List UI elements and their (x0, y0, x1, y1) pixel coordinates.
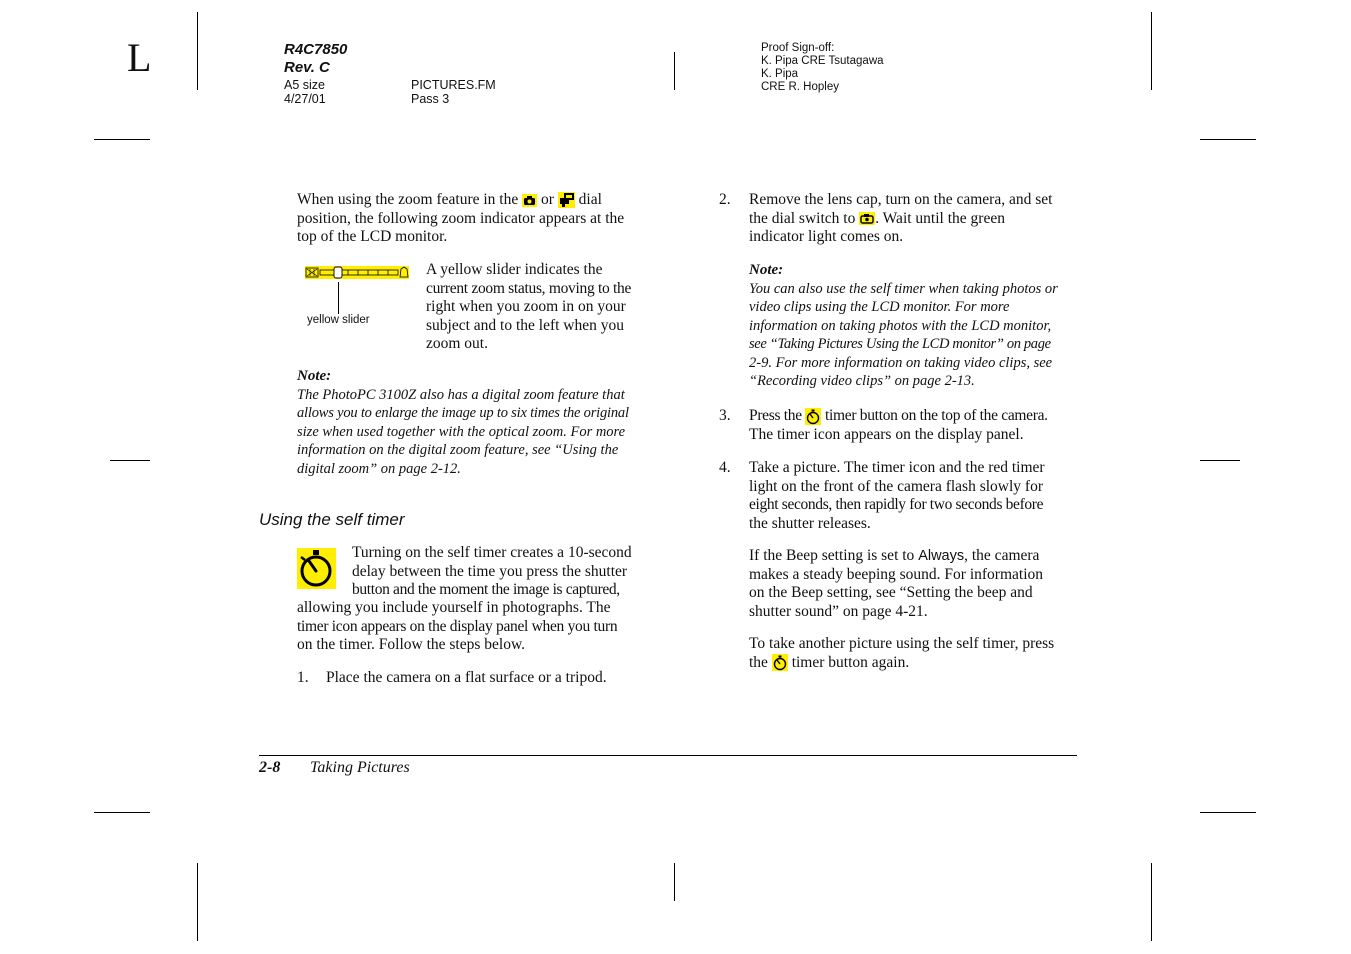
step-number: 3. (719, 407, 731, 424)
crop-mark (110, 460, 150, 461)
text-line: eight seconds, then rapidly for two seconds before (749, 496, 1044, 513)
crop-mark (94, 139, 150, 140)
text-line: allows you to enlarge the image up to six times the original (297, 405, 629, 421)
step-text (749, 407, 1094, 444)
side-letter: L (127, 35, 152, 80)
crop-mark (674, 52, 675, 90)
crop-mark (1200, 139, 1256, 140)
text-line: on the timer. Follow the steps below. (297, 636, 526, 653)
setting-value: Always (918, 548, 965, 564)
text-line: The PhotoPC 3100Z also has a digital zoom feature that (297, 386, 625, 403)
text-line: shutter sound” on page 4-21. (749, 602, 928, 620)
text-line: allowing you include yourself in photographs. The (297, 599, 611, 616)
text-line: on the Beep setting, see “Setting the beep and (749, 584, 1033, 601)
text-line: The timer icon appears on the display panel. (749, 425, 1024, 443)
text-line: A yellow slider indicates the (426, 261, 603, 278)
proof-line: K. Pipa CRE Tsutagawa (761, 55, 884, 67)
crop-mark (1151, 863, 1152, 941)
note-title: Note: (297, 368, 332, 384)
text-line: Take a picture. The timer icon and the red timer (749, 459, 1045, 476)
text-line: button and the moment the image is captured, (352, 581, 620, 598)
step-number: 1. (297, 669, 309, 686)
page-size: A5 size (284, 78, 325, 92)
beep-paragraph (749, 547, 1094, 621)
text-line: current zoom status, moving to the (426, 279, 632, 297)
camera-mode-icon (859, 212, 875, 225)
crop-mark (1200, 812, 1256, 813)
proof-line: CRE R. Hopley (761, 81, 839, 93)
file-name: PICTURES.FM (411, 78, 496, 92)
text-line: information on taking photos with the LCD monitor, (749, 317, 1052, 334)
text-line: Press the timer button on the top of the camera. (749, 407, 1048, 424)
text-line: zoom out. (426, 335, 488, 352)
text-line: the shutter releases. (749, 514, 871, 532)
text-line: top of the LCD monitor. (297, 228, 448, 245)
model-code: R4C7850 (284, 41, 348, 58)
text-line: “Recording video clips” on page 2-13. (749, 373, 975, 389)
text-line: delay between the time you press the shutter (352, 562, 628, 580)
slider-leader-line (338, 282, 339, 314)
again-paragraph (749, 635, 1094, 672)
footer-rule (259, 755, 1077, 756)
text-line: indicator light comes on. (749, 228, 904, 245)
text-line: video clips using the LCD monitor. For more (749, 299, 1010, 315)
pass: Pass 3 (411, 92, 450, 106)
text-line: subject and to the left when you (426, 316, 625, 334)
text-line: light on the front of the camera flash slowly for (749, 477, 1043, 495)
proof-line: Proof Sign-off: (761, 42, 835, 54)
self-timer-icon (805, 408, 821, 425)
slider-description (426, 261, 661, 354)
zoom-intro (297, 191, 657, 247)
text-line: digital zoom” on page 2-12. (297, 460, 461, 477)
step-text (749, 191, 1089, 247)
text-line: Turning on the self timer creates a 10-second (352, 544, 632, 561)
crop-mark (94, 812, 150, 813)
camera-mode-icon (522, 194, 537, 207)
text-line: You can also use the self timer when taking photos or (749, 280, 1058, 297)
text-line: information on the digital zoom feature, see “Using the (297, 442, 619, 458)
timer-intro-short (352, 544, 662, 600)
date: 4/27/01 (284, 92, 326, 106)
chapter-title: Taking Pictures (310, 759, 410, 776)
section-heading: Using the self timer (259, 510, 405, 529)
text-line: 2-9. For more information on taking video clips, see (749, 354, 1053, 371)
text-line: If the Beep setting is set to Always, the camera (749, 547, 1040, 564)
crop-mark (197, 12, 198, 90)
step-text (749, 459, 1094, 533)
self-timer-icon (297, 548, 336, 589)
text-line: size when used together with the optical zoom. For more (297, 423, 626, 440)
text-line: the timer button again. (749, 653, 910, 671)
step-number: 4. (719, 459, 731, 476)
text-line: position, the following zoom indicator appears at the (297, 209, 625, 227)
text-line: To take another picture using the self timer, press (749, 635, 1055, 652)
text-line: right when you zoom in on your (426, 298, 626, 315)
text-line: timer icon appears on the display panel when you turn (297, 617, 618, 635)
text-line: makes a steady beeping sound. For information (749, 565, 1044, 583)
text-line: When using the zoom feature in the or dial (297, 191, 602, 208)
slider-label: yellow slider (307, 314, 370, 326)
text-line: the dial switch to . Wait until the green (749, 209, 1005, 227)
crop-mark (674, 863, 675, 901)
note-title: Note: (749, 262, 784, 278)
text-line: see “Taking Pictures Using the LCD monitor” on page (749, 336, 1051, 352)
revision: Rev. C (284, 59, 330, 76)
self-timer-icon (772, 654, 788, 671)
crop-mark (1200, 460, 1240, 461)
step-number: 2. (719, 191, 731, 208)
page-number: 2-8 (259, 759, 281, 776)
crop-mark (197, 863, 198, 941)
note-lcd (749, 261, 1094, 391)
crop-mark (1151, 12, 1152, 90)
proof-signoff (761, 42, 884, 94)
note-digital-zoom (297, 367, 662, 478)
step-text: Place the camera on a flat surface or a tripod. (326, 669, 607, 686)
proof-line: K. Pipa (761, 68, 799, 80)
timer-intro-full (297, 599, 662, 655)
lcd-monitor-mode-icon (558, 192, 575, 208)
text-line: Remove the lens cap, turn on the camera, and set (749, 191, 1053, 208)
zoom-indicator-icon (305, 266, 409, 279)
